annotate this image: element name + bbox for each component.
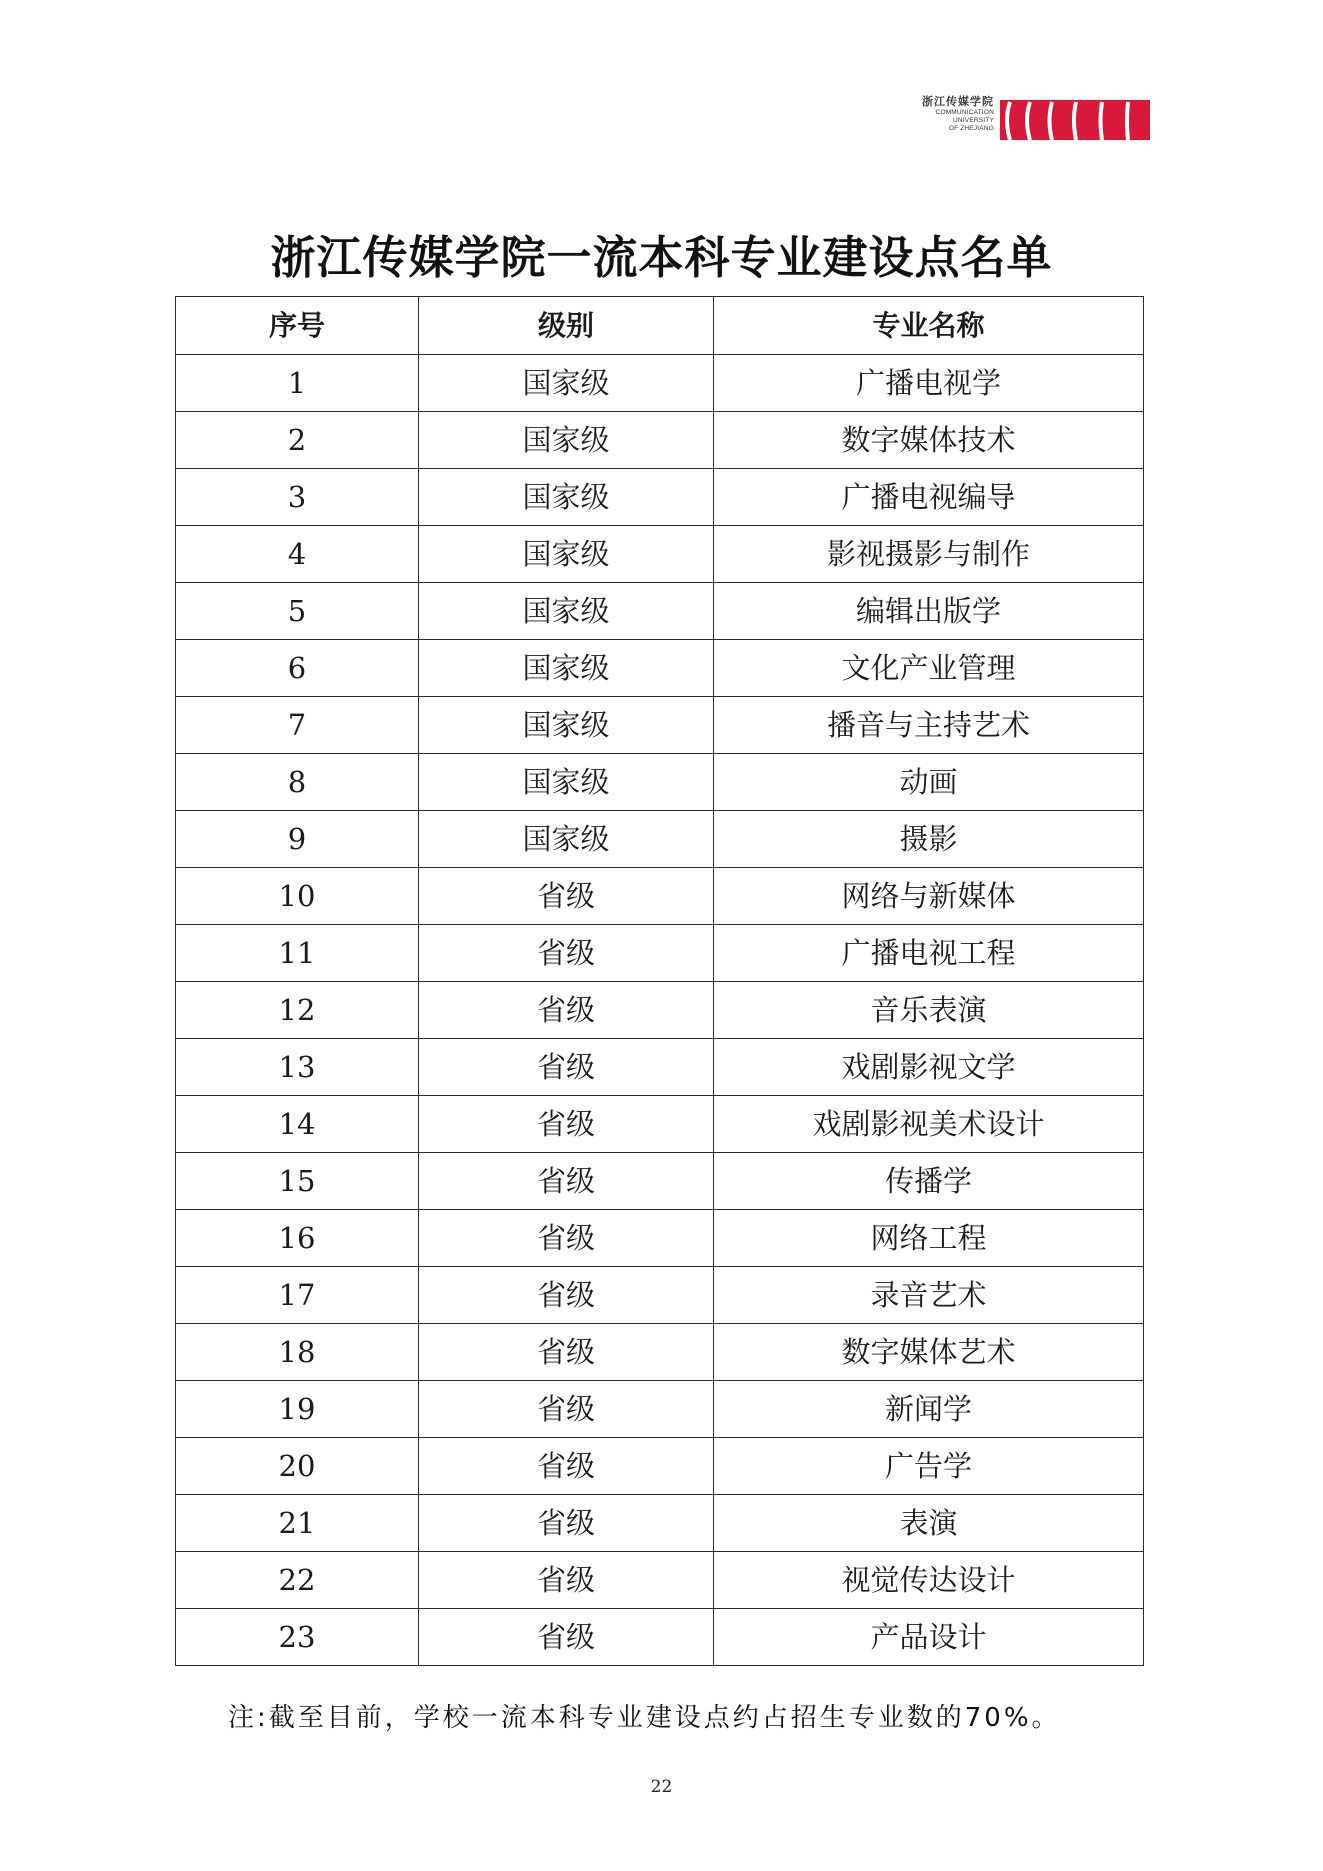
major-name-cell: 广播电视工程 bbox=[714, 925, 1144, 982]
major-name-cell: 影视摄影与制作 bbox=[714, 526, 1144, 583]
table-row bbox=[176, 1495, 1144, 1552]
logo-wordmark bbox=[908, 96, 994, 133]
level-cell: 省级 bbox=[419, 868, 714, 925]
serial-number-cell: 19 bbox=[176, 1381, 419, 1438]
logo-name-en-line-2: UNIVERSITY bbox=[952, 117, 994, 124]
table-row bbox=[176, 1438, 1144, 1495]
table-row bbox=[176, 982, 1144, 1039]
major-name-cell: 广播电视编导 bbox=[714, 469, 1144, 526]
level-cell: 国家级 bbox=[419, 811, 714, 868]
major-name-cell: 表演 bbox=[714, 1495, 1144, 1552]
table-row bbox=[176, 1039, 1144, 1096]
table-row bbox=[176, 925, 1144, 982]
major-name-cell: 录音艺术 bbox=[714, 1267, 1144, 1324]
logo-name-cn: 浙江传媒学院 bbox=[922, 96, 994, 108]
table-row bbox=[176, 811, 1144, 868]
page-title: 浙江传媒学院一流本科专业建设点名单 bbox=[270, 231, 1053, 284]
level-cell: 国家级 bbox=[419, 526, 714, 583]
serial-number-cell: 4 bbox=[176, 526, 419, 583]
table-row bbox=[176, 1096, 1144, 1153]
level-cell: 国家级 bbox=[419, 412, 714, 469]
level-cell: 省级 bbox=[419, 1552, 714, 1609]
table-row bbox=[176, 1552, 1144, 1609]
major-name-cell: 网络工程 bbox=[714, 1210, 1144, 1267]
serial-number-cell: 10 bbox=[176, 868, 419, 925]
table-row bbox=[176, 1609, 1144, 1666]
table-row bbox=[176, 754, 1144, 811]
level-cell: 省级 bbox=[419, 1096, 714, 1153]
table-row bbox=[176, 1267, 1144, 1324]
major-name-cell: 传播学 bbox=[714, 1153, 1144, 1210]
major-name-cell: 网络与新媒体 bbox=[714, 868, 1144, 925]
major-name-cell: 产品设计 bbox=[714, 1609, 1144, 1666]
logo-name-en-line-1: COMMUNICATION bbox=[935, 109, 994, 116]
major-name-cell: 编辑出版学 bbox=[714, 583, 1144, 640]
major-name-cell: 摄影 bbox=[714, 811, 1144, 868]
level-cell: 省级 bbox=[419, 1153, 714, 1210]
level-cell: 国家级 bbox=[419, 754, 714, 811]
level-cell: 省级 bbox=[419, 1381, 714, 1438]
logo-name-en-line-3: OF ZHEJIANG bbox=[948, 125, 994, 132]
serial-number-cell: 9 bbox=[176, 811, 419, 868]
serial-number-cell: 13 bbox=[176, 1039, 419, 1096]
level-cell: 省级 bbox=[419, 1495, 714, 1552]
table-row bbox=[176, 469, 1144, 526]
major-name-cell: 广播电视学 bbox=[714, 355, 1144, 412]
serial-number-cell: 5 bbox=[176, 583, 419, 640]
major-name-cell: 广告学 bbox=[714, 1438, 1144, 1495]
major-name-cell: 数字媒体技术 bbox=[714, 412, 1144, 469]
majors-table bbox=[175, 296, 1144, 1666]
serial-number-cell: 1 bbox=[176, 355, 419, 412]
serial-number-cell: 6 bbox=[176, 640, 419, 697]
table-row bbox=[176, 583, 1144, 640]
level-cell: 省级 bbox=[419, 982, 714, 1039]
serial-number-cell: 22 bbox=[176, 1552, 419, 1609]
table-row bbox=[176, 868, 1144, 925]
table-row bbox=[176, 1324, 1144, 1381]
serial-number-cell: 15 bbox=[176, 1153, 419, 1210]
table-row bbox=[176, 1381, 1144, 1438]
major-name-cell: 视觉传达设计 bbox=[714, 1552, 1144, 1609]
serial-number-cell: 7 bbox=[176, 697, 419, 754]
major-name-cell: 数字媒体艺术 bbox=[714, 1324, 1144, 1381]
university-logo bbox=[908, 96, 1148, 144]
level-cell: 国家级 bbox=[419, 697, 714, 754]
header-serial-number: 序号 bbox=[176, 297, 419, 355]
level-cell: 国家级 bbox=[419, 355, 714, 412]
major-name-cell: 音乐表演 bbox=[714, 982, 1144, 1039]
serial-number-cell: 18 bbox=[176, 1324, 419, 1381]
table-row bbox=[176, 697, 1144, 754]
serial-number-cell: 23 bbox=[176, 1609, 419, 1666]
major-name-cell: 戏剧影视文学 bbox=[714, 1039, 1144, 1096]
table-row bbox=[176, 640, 1144, 697]
level-cell: 省级 bbox=[419, 925, 714, 982]
level-cell: 省级 bbox=[419, 1609, 714, 1666]
serial-number-cell: 16 bbox=[176, 1210, 419, 1267]
table-row bbox=[176, 1153, 1144, 1210]
serial-number-cell: 21 bbox=[176, 1495, 419, 1552]
university-logo-mark-icon bbox=[1000, 100, 1150, 140]
table-row bbox=[176, 355, 1144, 412]
major-name-cell: 文化产业管理 bbox=[714, 640, 1144, 697]
page-number: 22 bbox=[650, 1777, 673, 1797]
header-level: 级别 bbox=[419, 297, 714, 355]
serial-number-cell: 8 bbox=[176, 754, 419, 811]
level-cell: 国家级 bbox=[419, 469, 714, 526]
major-name-cell: 新闻学 bbox=[714, 1381, 1144, 1438]
serial-number-cell: 17 bbox=[176, 1267, 419, 1324]
level-cell: 国家级 bbox=[419, 583, 714, 640]
major-name-cell: 戏剧影视美术设计 bbox=[714, 1096, 1144, 1153]
serial-number-cell: 2 bbox=[176, 412, 419, 469]
level-cell: 省级 bbox=[419, 1210, 714, 1267]
level-cell: 省级 bbox=[419, 1438, 714, 1495]
major-name-cell: 动画 bbox=[714, 754, 1144, 811]
level-cell: 国家级 bbox=[419, 640, 714, 697]
level-cell: 省级 bbox=[419, 1039, 714, 1096]
major-name-cell: 播音与主持艺术 bbox=[714, 697, 1144, 754]
serial-number-cell: 12 bbox=[176, 982, 419, 1039]
table-row bbox=[176, 526, 1144, 583]
table-row bbox=[176, 1210, 1144, 1267]
footnote: 注:截至目前，学校一流本科专业建设点约占招生专业数的70%。 bbox=[228, 1703, 1061, 1733]
serial-number-cell: 20 bbox=[176, 1438, 419, 1495]
serial-number-cell: 3 bbox=[176, 469, 419, 526]
serial-number-cell: 14 bbox=[176, 1096, 419, 1153]
level-cell: 省级 bbox=[419, 1267, 714, 1324]
header-major-name: 专业名称 bbox=[714, 297, 1144, 355]
table-row bbox=[176, 412, 1144, 469]
serial-number-cell: 11 bbox=[176, 925, 419, 982]
level-cell: 省级 bbox=[419, 1324, 714, 1381]
table-body bbox=[176, 355, 1144, 1666]
table-header-row bbox=[176, 297, 1144, 355]
